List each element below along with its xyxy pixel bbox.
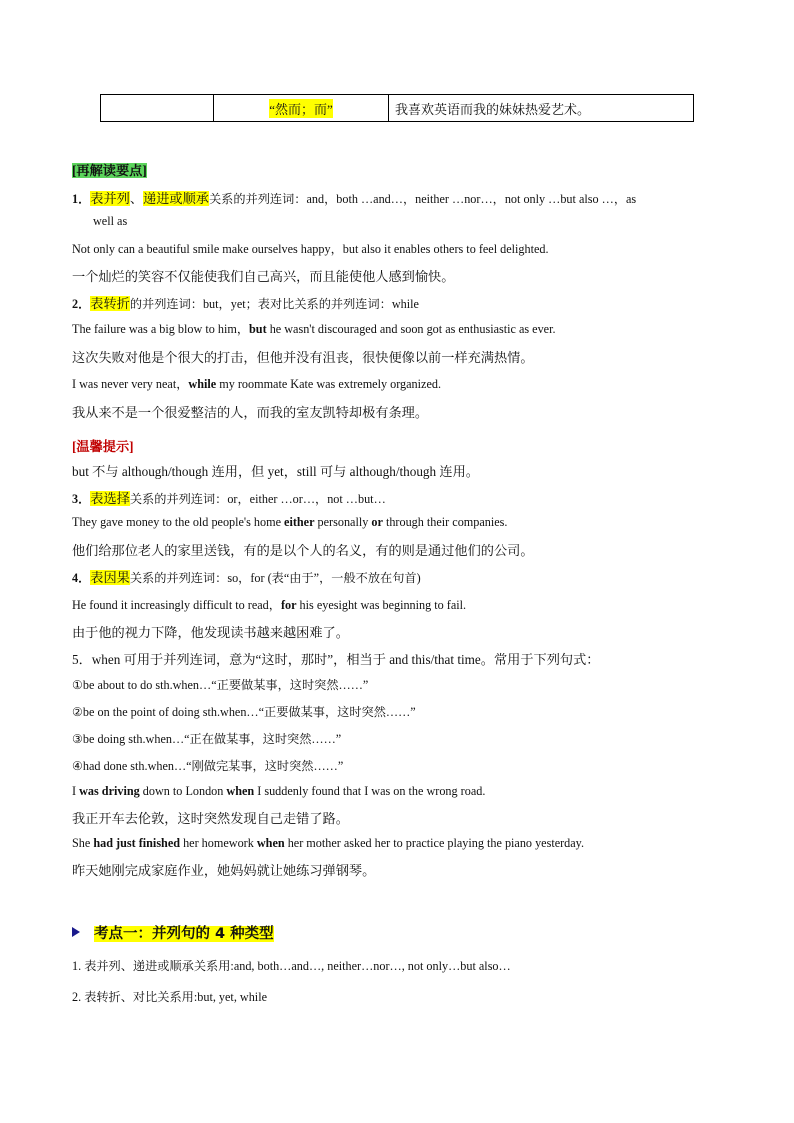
table-cell-empty	[101, 95, 214, 121]
separator: 、	[129, 191, 144, 206]
section-tag-text: [再解读要点]	[72, 163, 147, 178]
exam-item: 1. 表并列、递进或顺承关系用:and, both…and…, neither…nor…, not only…but also…	[72, 959, 511, 973]
bold-keyword: either	[284, 515, 315, 529]
point-number: 4．	[72, 571, 91, 585]
highlight-term: 表因果	[90, 570, 130, 585]
highlight-term: 递进或顺承	[143, 191, 209, 206]
point-text: 关系的并列连词：or，either …or…，not …but…	[129, 492, 386, 506]
pattern-item: ②be on the point of doing sth.when…“正要做某事，这时突然……”	[72, 705, 416, 719]
comparison-table	[100, 94, 694, 122]
text: I was never very neat，	[72, 377, 189, 391]
point-number: 2．	[72, 297, 91, 311]
point-2-heading	[72, 293, 419, 312]
bold-keyword: when	[226, 784, 255, 798]
point-number: 1．	[72, 192, 91, 206]
table-cell-meaning	[214, 95, 389, 121]
example-en	[72, 375, 441, 392]
example-cn: 一个灿烂的笑容不仅能使我们自己高兴，而且能使他人感到愉快。	[72, 269, 455, 284]
text: her homework	[180, 836, 257, 850]
example-en	[72, 784, 485, 799]
example-cn: 他们给那位老人的家里送钱，有的是以个人的名义，有的则是通过他们的公司。	[72, 543, 534, 558]
highlight-term: 表选择	[90, 491, 130, 506]
bold-keyword: but	[249, 322, 267, 336]
text: his eyesight was beginning to fail.	[296, 598, 467, 612]
point-4-heading	[72, 567, 421, 586]
example-cn: 由于他的视力下降，他发现读书越来越困难了。	[72, 625, 349, 640]
example-cn: 我从来不是一个很爱整洁的人，而我的室友凯特却极有条理。	[72, 405, 429, 420]
example-cn: 我正开车去伦敦，这时突然发现自己走错了路。	[72, 811, 349, 826]
arrow-marker-icon	[72, 927, 80, 937]
example-en	[72, 836, 584, 851]
text: personally	[314, 515, 372, 529]
example-cn: 昨天她刚完成家庭作业，她妈妈就让她练习弹钢琴。	[72, 863, 376, 878]
text: he wasn't discouraged and soon got as enthusiastic as ever.	[266, 322, 556, 336]
bold-keyword: had just finished	[93, 836, 181, 850]
point-text: 关系的并列连词：so，for (表“由于”，一般不放在句首)	[129, 571, 421, 585]
section-tag	[72, 160, 147, 179]
bold-keyword: was driving	[79, 784, 140, 798]
example-en	[72, 515, 507, 530]
bold-keyword: for	[280, 598, 297, 612]
example-cn: 这次失败对他是个很大的打击，但他并没有沮丧，很快便像以前一样充满热情。	[72, 350, 534, 365]
point-number: 3．	[72, 492, 91, 506]
text: They gave money to the old people's home	[72, 515, 285, 529]
text: down to London	[139, 784, 227, 798]
bold-keyword: or	[371, 515, 383, 529]
table-meaning-text: “然而；而”	[269, 99, 333, 118]
tip-text: but 不与 although/though 连用，但 yet，still 可与 although/though 连用。	[72, 464, 479, 479]
text: her mother asked her to practice playing the piano yesterday.	[284, 836, 585, 850]
exam-item: 2. 表转折、对比关系用:but, yet, while	[72, 990, 267, 1004]
text: my roommate Kate was extremely organized.	[216, 377, 441, 391]
text: She	[72, 836, 94, 850]
example-en: Not only can a beautiful smile make ourselves happy，but also it enables others to feel delighted.	[72, 242, 549, 256]
pattern-item: ④had done sth.when…“刚做完某事，这时突然……”	[72, 759, 344, 773]
pattern-item: ③be doing sth.when…“正在做某事，这时突然……”	[72, 732, 342, 746]
example-en	[72, 596, 466, 613]
highlight-term: 表并列	[90, 191, 130, 206]
highlight-term: 表转折	[90, 296, 130, 311]
point-1-heading	[72, 188, 636, 207]
exam-point-heading	[72, 922, 274, 943]
text: through their companies.	[382, 515, 508, 529]
text: I suddenly found that I was on the wrong road.	[254, 784, 486, 798]
point-text: 关系的并列连词：and，both …and…，neither …nor…，not only …but also …，as	[208, 192, 637, 206]
bold-keyword: when	[256, 836, 285, 850]
point-3-heading	[72, 488, 386, 507]
text: The failure was a big blow to him，	[72, 322, 250, 336]
tip-tag: [温馨提示]	[72, 439, 134, 454]
point-text: 的并列连词：but，yet；表对比关系的并列连词：while	[129, 297, 419, 311]
text: I	[72, 784, 80, 798]
table-cell-example: 我喜欢英语而我的妹妹热爱艺术。	[395, 101, 591, 117]
point-1-continuation: well as	[93, 214, 128, 228]
point-5-heading: 5．when 可用于并列连词，意为“这时，那时”，相当于 and this/that time。常用于下列句式：	[72, 652, 600, 667]
text: He found it increasingly difficult to read，	[72, 598, 281, 612]
example-en	[72, 320, 556, 337]
pattern-item: ①be about to do sth.when…“正要做某事，这时突然……”	[72, 678, 369, 692]
bold-keyword: while	[188, 377, 217, 391]
exam-point-title: 考点一：并列句的 4 种类型	[94, 926, 274, 942]
